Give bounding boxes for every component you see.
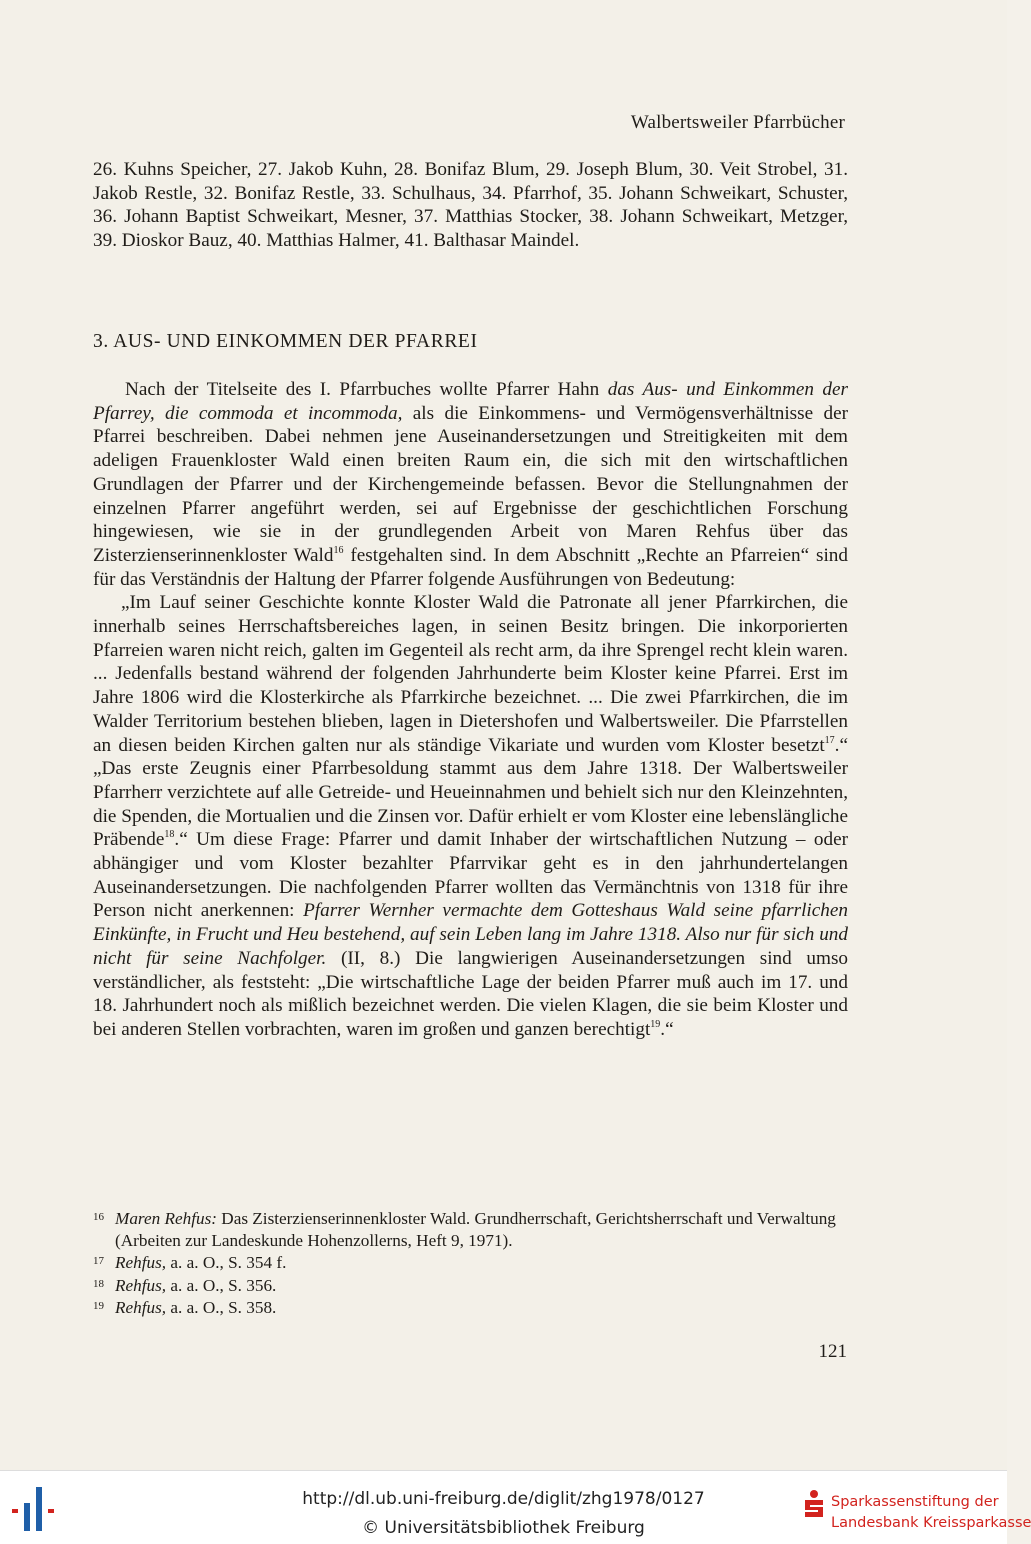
paragraph-2	[93, 591, 848, 1041]
permalink-url[interactable]: http://dl.ub.uni-freiburg.de/diglit/zhg1978/0127	[302, 1489, 705, 1509]
footnote-ref-18: 18	[164, 829, 175, 841]
text-span: Nach der Titelseite des I. Pfarrbuches wollte Pfarrer Hahn	[125, 379, 608, 400]
text-span: .“ Um diese Frage: Pfarrer und damit Inhaber der wirtschaftlichen Nutzung – oder abhängiger und vom Kloster bezahlter Pfarrvikar geht es in den jahrhundertelangen Auseinandersetzungen. Die nachfolgenden Pfarrer wollten das Vermänchtnis von 1318 für ihre Person nicht anerkennen:	[93, 829, 848, 922]
text-span: als die Einkommens- und Vermögensverhältnisse der Pfarrei beschreiben. Dabei nehmen jene Auseinandersetzungen und Streitigkeiten mit dem adeligen Frauenkloster Wald einen breiten Raum ein, die sich mit den wirtschaftlichen Grundlagen der Pfarrer und der Kirchengemeinde befassen. Bevor die Stellungnahmen der einzelnen Pfarrer angeführt werden, sei auf Ergebnisse der geschichtlichen Forschung hingewiesen, wie sie in der grundlegenden Arbeit von Maren Rehfus über das Zisterzienserinnenkloster Wald	[93, 402, 848, 566]
sponsor-text	[831, 1492, 1031, 1534]
footnote-author: Rehfus,	[115, 1298, 167, 1317]
footnote-number: 19	[93, 1300, 104, 1312]
text-span: festgehalten sind. In dem Abschnitt „Rechte an Pfarreien“ sind für das Verständnis der Haltung der Pfarrer folgende Ausführungen von Bedeutung:	[93, 544, 848, 590]
footnote-number: 17	[93, 1255, 104, 1267]
footer-bar	[0, 1470, 1031, 1544]
text-span: „Im Lauf seiner Geschichte konnte Kloster Wald die Patronate all jener Pfarrkirchen, die innerhalb seines Herrschaftsbereiches lagen, in seinen Besitz bringen. Die inkorporierten Pfarreien waren nicht reich, galten im Gegenteil als recht arm, da ihre Sprengel recht klein waren. ... Jedenfalls bestand während der folgenden Jahrhunderte beim Kloster keine Pfarrei. Erst im Jahre 1806 wird die Klosterkirche als Pfarrkirche bezeichnet. ... Die zwei Pfarrkirchen, die im Walder Territorium bestehen blieben, lagen in Dietershofen und Walbertsweiler. Die Pfarrstellen an diesen beiden Kirchen galten nur als ständige Vikariate und wurden vom Kloster besetzt	[93, 592, 848, 756]
running-head: Walbertsweiler Pfarrbücher	[630, 112, 845, 133]
footnote-17	[93, 1251, 848, 1274]
footnote-author: Rehfus,	[115, 1275, 167, 1295]
footnote-ref-19: 19	[650, 1018, 661, 1030]
sparkasse-logo-icon	[801, 1489, 827, 1519]
sponsor-line-2: Landesbank Kreissparkasse	[831, 1515, 1031, 1531]
footnote-text: Das Zisterzienserinnenkloster Wald. Grundherrschaft, Gerichtsherrschaft und Verwaltung (Arbeiten zur Landeskunde Hohenzollerns, Heft 9, 1971).	[115, 1209, 836, 1250]
italic-quote: das Aus- und Einkommen der Pfarrey, die commoda et incommoda,	[93, 379, 848, 424]
footnote-author: Rehfus,	[115, 1253, 167, 1272]
page-number: 121	[818, 1341, 847, 1362]
text-span: (II, 8.) Die langwierigen Auseinandersetzungen sind umso verständlicher, als feststeht: „Die wirtschaftliche Lage der beiden Pfarrer muß auch im 17. und 18. Jahrhundert noch als mißlich bezeichnet werden. Die vielen Klagen, die sie beim Kloster und bei anderen Stellen vorbrachten, waren im großen und ganzen berechtigt	[93, 947, 849, 1040]
footnote-number: 16	[93, 1211, 104, 1223]
footnote-19	[93, 1296, 848, 1319]
footnote-text: a. a. O., S. 356.	[166, 1275, 277, 1295]
intro-list-paragraph: 26. Kuhns Speicher, 27. Jakob Kuhn, 28. Bonifaz Blum, 29. Joseph Blum, 30. Veit Strobel, 31. Jakob Restle, 32. Bonifaz Restle, 33. Schulhaus, 34. Pfarrhof, 35. Johann Schweikart, Schuster, 36. Johann Baptist Schweikart, Mesner, 37. Matthias Stocker, 38. Johann Schweikart, Metzger, 39. Dioskor Bauz, 40. Matthias Halmer, 41. Balthasar Maindel.	[93, 159, 848, 252]
footnote-text: a. a. O., S. 358.	[166, 1298, 277, 1317]
section-heading: 3. AUS- UND EINKOMMEN DER PFARREI	[93, 331, 478, 352]
italic-quote: Pfarrer Wernher vermachte dem Gotteshaus Wald seine pfarrlichen Einkünfte, in Frucht und Heu bestehend, auf sein Leben lang im Jahre 1318. Also nur für sich und nicht für seine Nachfolger.	[93, 900, 848, 969]
footnote-ref-17: 17	[824, 734, 835, 746]
footnote-16	[93, 1207, 848, 1251]
text-span: .“ „Das erste Zeugnis einer Pfarrbesoldung stammt aus dem Jahre 1318. Der Walbertsweiler Pfarrherr verzichtete auf alle Getreide- und Heueinnahmen und behielt sich nur den Kleinzehnten, die Spenden, die Mortualien und die Zinsen vor. Dafür erhielt er vom Kloster eine lebenslängliche Präbende	[93, 734, 848, 851]
footnote-number: 18	[93, 1277, 104, 1290]
footnote-ref-16: 16	[333, 544, 344, 556]
footnote-text: a. a. O., S. 354 f.	[166, 1253, 287, 1272]
copyright-notice: © Universitätsbibliothek Freiburg	[362, 1518, 645, 1538]
footnote-18	[93, 1274, 848, 1297]
sponsor-block[interactable]	[801, 1489, 1031, 1539]
body-text	[93, 378, 848, 1042]
sponsor-line-1: Sparkassenstiftung der	[831, 1494, 999, 1510]
paragraph-1	[93, 378, 848, 591]
footnotes	[93, 1207, 848, 1319]
text-span: .“	[660, 1018, 674, 1040]
footnote-author: Maren Rehfus:	[115, 1209, 217, 1228]
